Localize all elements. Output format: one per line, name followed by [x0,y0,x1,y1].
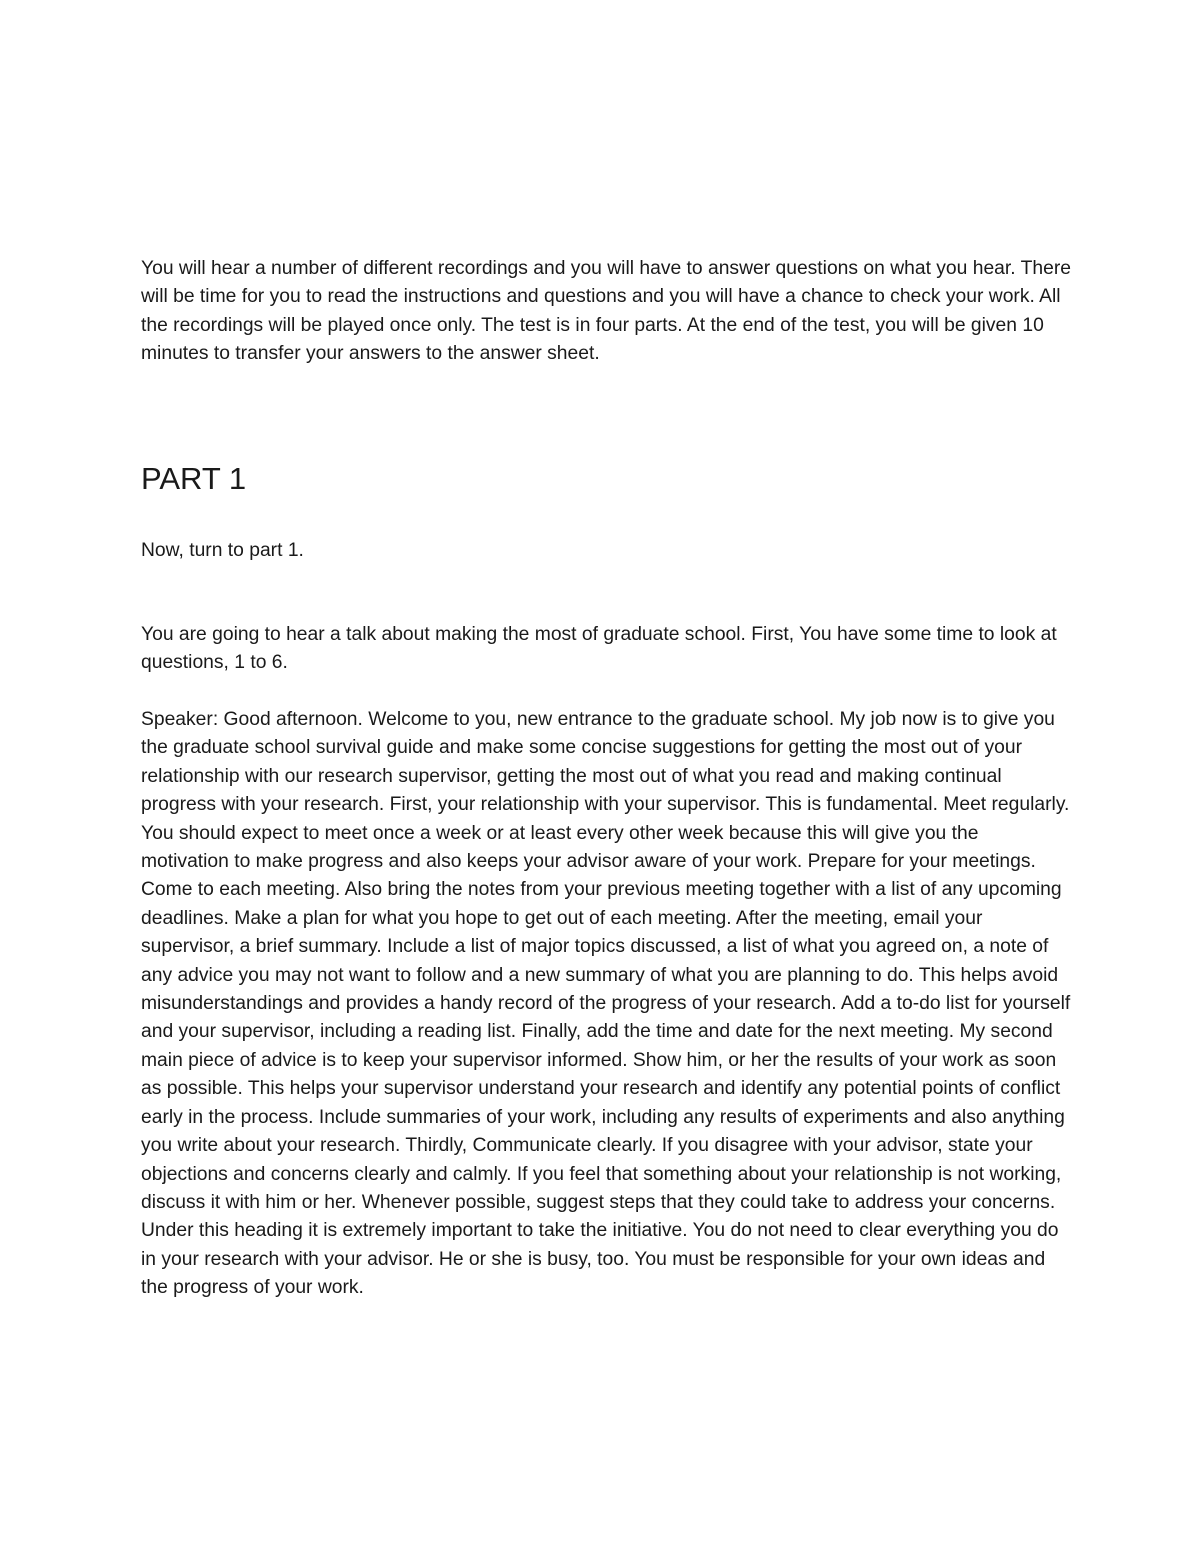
part-heading: PART 1 [141,461,247,496]
lead-in-paragraph: You are going to hear a talk about making the most of graduate school. First, You have some time to look at questions, 1 to 6. [141,624,1057,674]
speaker-transcript: Speaker: Good afternoon. Welcome to you, new entrance to the graduate school. My job now is to give you the graduate school survival guide and make some concise suggestions for getting the most out of your relationship with our research supervisor, getting the most out of what you read and making continual progress with your research. First, your relationship with your supervisor. This is fundamental. Meet regularly. You should expect to meet once a week or at least every other week because this will give you the motivation to make progress and also keeps your advisor aware of your work. Prepare for your meetings. Come to each meeting. Also bring the notes from your previous meeting together with a list of any upcoming deadlines. Make a plan for what you hope to get out of each meeting. After the meeting, email your supervisor, a brief summary. Include a list of major topics discussed, a list of what you agreed on, a note of any advice you may not want to follow and a new summary of what you are planning to do. This helps avoid misunderstandings and provides a handy record of the progress of your research. Add a to-do list for yourself and your supervisor, including a reading list. Finally, add the time and date for the next meeting. My second main piece of advice is to keep your supervisor informed. Show him, or her the results of your work as soon as possible. This helps your supervisor understand your research and identify any potential points of conflict early in the process. Include summaries of your work, including any results of experiments and also anything you write about your research. Thirdly, Communicate clearly. If you disagree with your advisor, state your objections and concerns clearly and calmly. If you feel that something about your relationship is not working, discuss it with him or her. Whenever possible, suggest steps that they could take to address your concerns. Under this heading it is extremely important to take the initiative. You do not need to clear everything you do in your research with your advisor. He or she is busy, too. You must be responsible for your own ideas and the progress of your work. [141,709,1071,1299]
turn-instruction: Now, turn to part 1. [141,540,304,561]
intro-paragraph: You will hear a number of different recordings and you will have to answer questions on what you hear. There will be time for you to read the instructions and questions and you will have a chance to check your work. All the recordings will be played once only. The test is in four parts. At the end of the test, you will be given 10 minutes to transfer your answers to the answer sheet. [141,258,1071,365]
